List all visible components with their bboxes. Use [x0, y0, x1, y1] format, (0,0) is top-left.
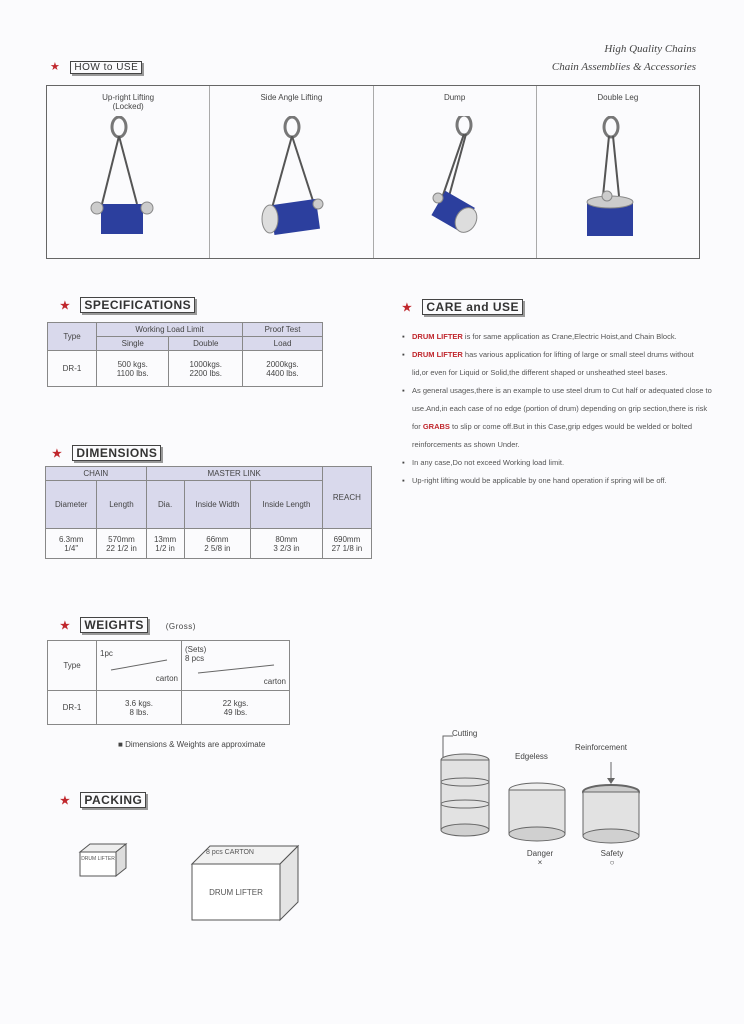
- danger-label: Danger ×: [526, 849, 554, 867]
- star-icon: ★: [60, 620, 71, 632]
- usage-upright: Up-right Lifting (Locked): [47, 86, 210, 258]
- upright-lifter-illustration: [47, 116, 209, 256]
- dump-lifter-illustration: [374, 116, 536, 256]
- care-item: ▪ DRUM LIFTER has various application for lifting of large or small steel drums without lid,or even for Liquid or Solid,the different shaped or unsheathed steel bases.: [402, 346, 712, 382]
- single-box-label: DRUM LIFTER: [81, 856, 115, 862]
- diagonal-divider: [109, 658, 169, 672]
- brand-block: [552, 40, 696, 76]
- dimensions-heading: ★ DIMENSIONS: [52, 446, 161, 460]
- star-icon: ★: [60, 300, 71, 312]
- specifications-table: Type Working Load Limit Proof Test Single Double Load DR-1 500 kgs. 1100 lbs. 1000kgs. 2200 lbs. 2000kgs. 4400 lbs.: [47, 322, 323, 387]
- carton-side-label: DRUM LIFTER: [209, 888, 263, 897]
- how-to-use-panel: [46, 85, 700, 259]
- star-icon: ★: [50, 61, 61, 73]
- packing-heading: ★ PACKING: [60, 793, 146, 807]
- care-item: ▪ Up-right lifting would be applicable by one hand operation if spring will be off.: [402, 472, 712, 490]
- care-and-use-heading: ★ CARE and USE: [402, 300, 712, 314]
- carton-top-label: 8 pcs CARTON: [206, 849, 254, 856]
- edgeless-label: Edgeless: [515, 752, 548, 761]
- how-to-use-heading: ★ HOW to USE: [50, 60, 142, 73]
- reinforcement-label: Reinforcement: [575, 743, 628, 752]
- weights-heading: ★ WEIGHTS (Gross): [60, 618, 196, 632]
- safety-label: Safety ○: [600, 849, 624, 867]
- care-item: ▪ In any case,Do not exceed Working load limit.: [402, 454, 712, 472]
- weights-note: ■ Dimensions & Weights are approximate: [118, 740, 266, 749]
- weights-table: Type 1pc carton (Sets) 8 pcs carton DR-1 3.6 kgs. 8 lbs. 22 kgs. 49 lbs.: [47, 640, 290, 725]
- bullet-icon: ■: [118, 740, 126, 749]
- weights-set-header: (Sets) 8 pcs carton: [182, 641, 290, 691]
- diagonal-divider: [196, 663, 276, 675]
- care-and-use-section: [402, 300, 712, 490]
- dimensions-table: CHAIN MASTER LINK REACH Diameter Length Dia. Inside Width Inside Length 6.3mm 1/4" 570mm 22 1/2 in 13mm 1/2 in 66mm 2 5/8 in 80mm 3 2/3 in 690mm 27 1/8 in: [45, 466, 372, 559]
- care-item: ▪ As general usages,there is an example to use steel drum to Cut half or adequated close to use.And,in each case of no edge (portion of drum) depending on grip section,there is risk for GRABS to slip or come off.But in this Case,grip edges would be welded or bolted reinforcements as shown Under.: [402, 382, 712, 454]
- side-angle-lifter-illustration: [210, 116, 372, 256]
- usage-double-leg: Double Leg: [537, 86, 699, 258]
- star-icon: ★: [52, 448, 63, 460]
- star-icon: ★: [60, 795, 71, 807]
- weights-single-header: 1pc carton: [97, 641, 182, 691]
- care-item: ▪ DRUM LIFTER is for same application as Crane,Electric Hoist,and Chain Block.: [402, 328, 712, 346]
- care-list: [402, 328, 712, 490]
- double-leg-lifter-illustration: [537, 116, 699, 256]
- specifications-heading: ★ SPECIFICATIONS: [60, 298, 195, 312]
- cutting-label: Cutting: [452, 729, 478, 738]
- star-icon: ★: [402, 302, 413, 314]
- brand-line-1: High Quality Chains: [604, 43, 696, 55]
- usage-dump: Dump: [374, 86, 537, 258]
- usage-side-angle: Side Angle Lifting: [210, 86, 373, 258]
- brand-line-2: Chain Assemblies & Accessories: [551, 61, 696, 73]
